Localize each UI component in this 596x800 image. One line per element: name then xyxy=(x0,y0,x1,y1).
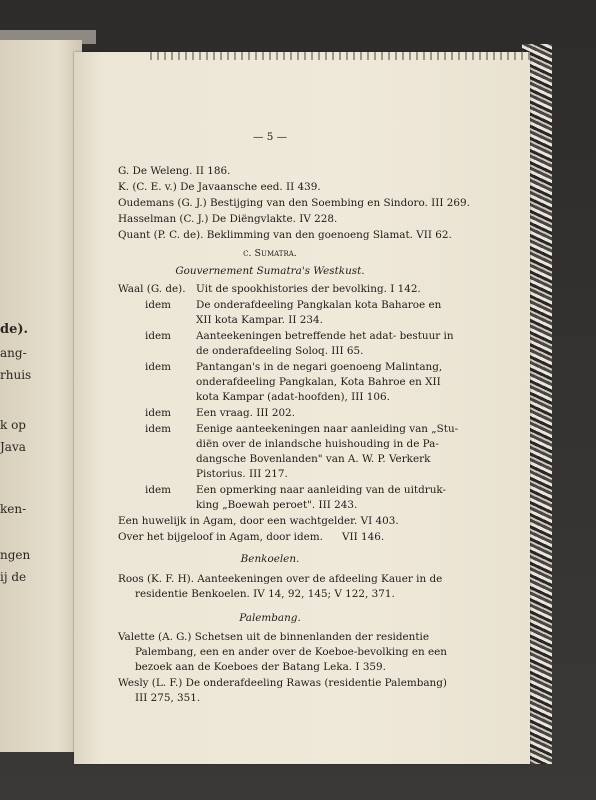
entry-line: III 275, 351. xyxy=(135,692,201,704)
entry-line: Eenige aanteekeningen naar aanleiding van „Stu- xyxy=(196,423,459,435)
author: idem xyxy=(145,484,171,496)
author: idem xyxy=(145,423,171,435)
left-fragment: Java xyxy=(0,440,26,454)
author: idem xyxy=(145,330,171,342)
author: idem xyxy=(145,299,171,311)
entry-line: De onderafdeeling Pangkalan kota Baharoe en xyxy=(196,299,442,311)
entry-line: dangsche Bovenlanden" van A. W. P. Verkerk xyxy=(196,453,431,465)
entry-line: kota Kampar (adat-hoofden), III 106. xyxy=(196,391,390,403)
entry-line: Een vraag. III 202. xyxy=(196,407,295,419)
entry-line: Quant (P. C. de). Beklimming van den goenoeng Slamat. VII 62. xyxy=(118,229,452,241)
entry-reference: VII 146. xyxy=(342,531,385,543)
entry-line: king „Boewah peroet". III 243. xyxy=(196,499,358,511)
entry-line: onderafdeeling Pangkalan, Kota Bahroe en XII xyxy=(196,376,441,388)
entry-line: Pantangan's in de negari goenoeng Malintang, xyxy=(196,361,443,373)
entry-line: diën over de inlandsche huishouding in de Pa- xyxy=(196,438,439,450)
entry-line: G. De Weleng. II 186. xyxy=(118,165,231,177)
entry-line: Valette (A. G.) Schetsen uit de binnenlanden der residentie xyxy=(118,631,429,643)
section-heading: c. Sumatra. xyxy=(243,248,297,259)
subsection-heading: Palembang. xyxy=(239,612,301,624)
left-fragment: ij de xyxy=(0,570,27,584)
entry-line: Palembang, een en ander over de Koeboe-bevolking en een xyxy=(135,646,447,658)
left-fragment: ken- xyxy=(0,502,27,516)
entry-line: Hasselman (C. J.) De Diëngvlakte. IV 228. xyxy=(118,213,338,225)
entry-line: K. (C. E. v.) De Javaansche eed. II 439. xyxy=(118,181,321,193)
entry-line: Oudemans (G. J.) Bestijging van den Soembing en Sindoro. III 269. xyxy=(118,197,470,209)
entry-line: Wesly (L. F.) De onderafdeeling Rawas (residentie Palembang) xyxy=(118,677,447,689)
entry-line: residentie Benkoelen. IV 14, 92, 145; V 122, 371. xyxy=(135,588,395,600)
author: Waal (G. de). xyxy=(118,283,186,295)
entry-line: bezoek aan de Koeboes der Batang Leka. I 359. xyxy=(135,661,386,673)
entry-line: Aanteekeningen betreffende het adat- bestuur in xyxy=(196,330,454,342)
page-number: — 5 — xyxy=(253,131,287,143)
entry-line: de onderafdeeling Soloq. III 65. xyxy=(196,345,364,357)
author: idem xyxy=(145,407,171,419)
left-fragment: rhuis xyxy=(0,368,32,382)
entry-line: Over het bijgeloof in Agam, door idem. xyxy=(118,531,323,543)
entry-line: Een huwelijk in Agam, door een wachtgelder. VI 403. xyxy=(118,515,399,527)
subsection-heading: Benkoelen. xyxy=(240,553,300,565)
left-fragment: k op xyxy=(0,418,26,432)
left-fragment: ang- xyxy=(0,346,27,360)
entry-line: Een opmerking naar aanleiding van de uitdruk- xyxy=(196,484,447,496)
entry-line: Roos (K. F. H). Aanteekeningen over de afdeeling Kauer in de xyxy=(118,573,443,585)
entry-line: XII kota Kampar. II 234. xyxy=(196,314,323,326)
entry-line: Pistorius. III 217. xyxy=(196,468,288,480)
subsection-heading: Gouvernement Sumatra's Westkust. xyxy=(175,265,365,277)
left-fragment: ngen xyxy=(0,548,31,562)
author: idem xyxy=(145,361,171,373)
entry-line: Uit de spookhistories der bevolking. I 142. xyxy=(196,283,421,295)
left-fragment: de). xyxy=(0,322,29,337)
